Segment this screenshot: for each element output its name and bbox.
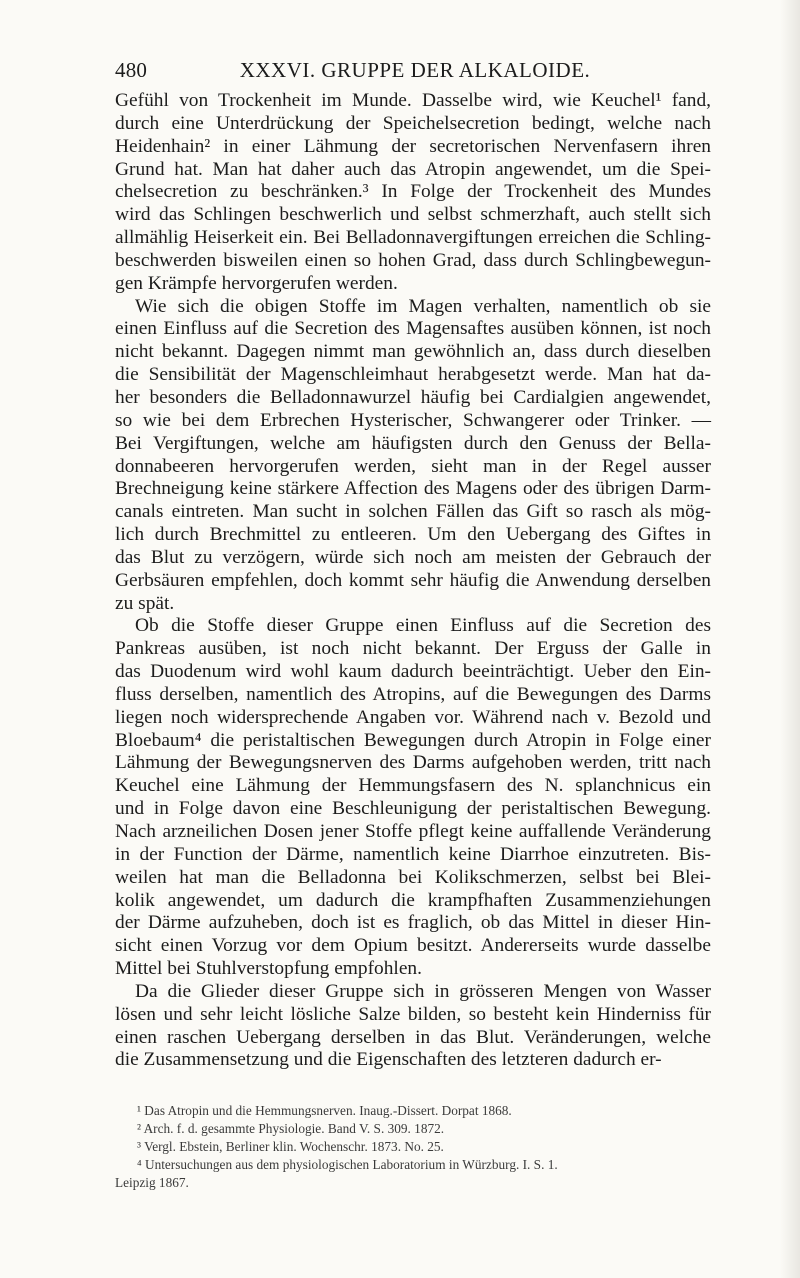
footnote: Leipzig 1867. [115,1175,189,1190]
text-line: Bloebaum⁴ die peristaltischen Bewegungen durch Atropin in Folge einer [115,729,711,751]
text-line: liegen noch widersprechende Angaben vor. Während nach v. Bezold und [115,706,711,728]
footnote: ⁴ Untersuchungen aus dem physiologischen Laboratorium in Würzburg. I. S. 1. [137,1157,558,1172]
text-line: das Blut zu verzögern, würde sich noch am meisten der Gebrauch der [115,546,711,568]
page-edge-shadow [780,0,800,1278]
text-line: Lähmung der Bewegungsnerven des Darms aufgehoben werden, tritt nach [115,752,711,774]
text-line: einen raschen Uebergang derselben in das Blut. Veränderungen, welche [115,1026,711,1048]
text-line: kolik angewendet, um dadurch die krampfhaften Zusammenziehungen [115,889,711,911]
text-line: sicht einen Vorzug vor dem Opium besitzt. Andererseits wurde dasselbe [115,935,711,957]
text-line: nicht bekannt. Dagegen nimmt man gewöhnlich an, dass durch dieselben [115,341,711,363]
text-line: Keuchel eine Lähmung der Hemmungsfasern des N. splanchnicus ein [115,775,711,797]
page-header [115,58,715,84]
text-line: fluss derselben, namentlich des Atropins, auf die Bewegungen des Darms [115,683,711,705]
text-line: allmählig Heiserkeit ein. Bei Belladonnavergiftungen erreichen die Schling- [115,227,711,249]
text-line: her besonders die Belladonnawurzel häufig bei Cardialgien angewendet, [115,386,711,408]
text-line: das Duodenum wird wohl kaum dadurch beeinträchtigt. Ueber den Ein- [115,661,711,683]
text-line: Nach arzneilichen Dosen jener Stoffe pflegt keine auffallende Veränderung [115,821,711,842]
text-line: Da die Glieder dieser Gruppe sich in grösseren Mengen von Wasser [135,980,711,1002]
text-line: einen Einfluss auf die Secretion des Magensaftes ausüben können, ist noch [115,318,711,340]
footnotes [115,1102,711,1192]
text-line: Heidenhain² in einer Lähmung der secretorischen Nervenfasern ihren [115,135,711,157]
text-line: Mittel bei Stuhlverstopfung empfohlen. [115,958,422,980]
text-line: donnabeeren hervorgerufen werden, sieht man in der Regel ausser [115,455,711,477]
text-line: Ob die Stoffe dieser Gruppe einen Einfluss auf die Secretion des [135,615,711,637]
text-line: und in Folge davon eine Beschleunigung der peristaltischen Bewegung. [115,798,711,820]
text-line: chelsecretion zu beschränken.³ In Folge der Trockenheit des Mundes [115,181,711,203]
text-line: Gefühl von Trockenheit im Munde. Dasselbe wird, wie Keuchel¹ fand, [115,90,711,111]
text-line: durch eine Unterdrückung der Speichelsecretion bedingt, welche nach [115,112,711,134]
footnote: ¹ Das Atropin und die Hemmungsnerven. Inaug.-Dissert. Dorpat 1868. [137,1103,512,1118]
text-line: in der Function der Därme, namentlich keine Diarrhoe einzutreten. Bis- [115,843,711,865]
text-line: Pankreas ausüben, ist noch nicht bekannt. Der Erguss der Galle in [115,638,711,660]
footnote: ³ Vergl. Ebstein, Berliner klin. Wochenschr. 1873. No. 25. [137,1139,444,1154]
text-line: die Sensibilität der Magenschleimhaut herabgesetzt werde. Man hat da- [115,364,711,386]
text-line: wird das Schlingen beschwerlich und selbst schmerzhaft, auch stellt sich [115,204,711,226]
text-line: so wie bei dem Erbrechen Hysterischer, Schwangerer oder Trinker. — [115,409,711,431]
text-line: gen Krämpfe hervorgerufen werden. [115,272,398,294]
text-line: Wie sich die obigen Stoffe im Magen verhalten, namentlich ob sie [135,295,711,317]
page-number: 480 [115,58,148,82]
text-line: Bei Vergiftungen, welche am häufigsten durch den Genuss der Bella- [115,432,711,454]
running-title: XXXVI. GRUPPE DER ALKALOIDE. [239,58,591,82]
text-line: beschwerden bisweilen einen so hohen Grad, dass durch Schlingbewegun- [115,249,711,271]
footnote: ² Arch. f. d. gesammte Physiologie. Band V. S. 309. 1872. [137,1121,445,1136]
text-line: der Därme aufzuheben, doch ist es fraglich, ob das Mittel in dieser Hin- [115,912,711,934]
text-line: Gerbsäuren empfehlen, doch kommt sehr häufig die Anwendung derselben [115,569,711,591]
text-line: die Zusammensetzung und die Eigenschaften des letzteren dadurch er- [115,1049,662,1071]
body-text [115,90,711,1072]
text-line: weilen hat man die Belladonna bei Kolikschmerzen, selbst bei Blei- [115,866,711,888]
text-line: Brechneigung keine stärkere Affection des Magens oder des übrigen Darm- [115,478,711,500]
text-line: zu spät. [115,592,175,614]
text-line: canals eintreten. Man sucht in solchen Fällen das Gift so rasch als mög- [115,501,711,523]
text-line: lösen und sehr leicht lösliche Salze bilden, so besteht kein Hinderniss für [115,1003,711,1025]
text-line: Grund hat. Man hat daher auch das Atropin angewendet, um die Spei- [115,158,711,180]
text-line: lich durch Brechmittel zu entleeren. Um den Uebergang des Giftes in [115,524,711,546]
